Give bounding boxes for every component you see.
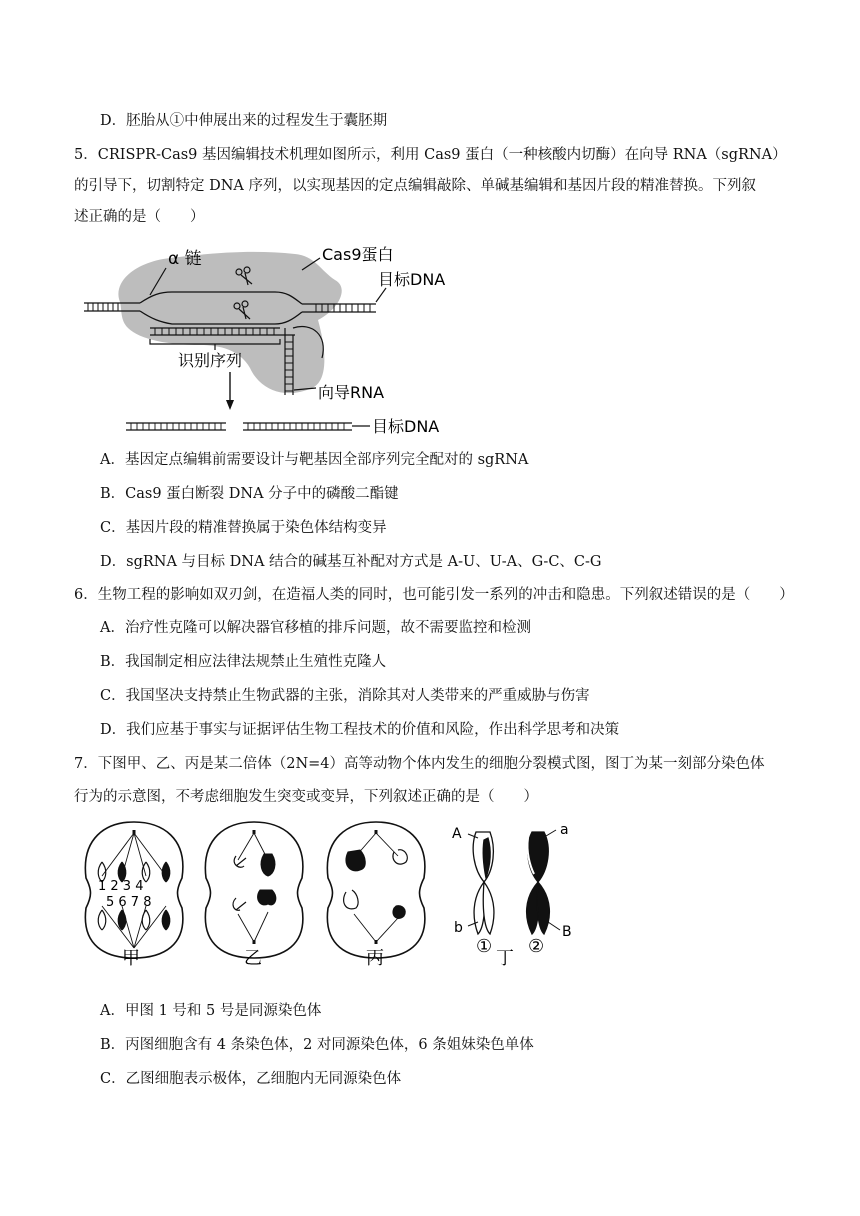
alpha-chain-label: α 链	[168, 249, 202, 269]
q5-stem-line-1: 5．CRISPR-Cas9 基因编辑技术机理如图所示，利用 Cas9 蛋白（一种核酸内切酶）在向导 RNA（sgRNA）	[74, 147, 787, 163]
label-ding: 丁	[496, 948, 514, 968]
q7-option-c: C．乙图细胞表示极体，乙细胞内无同源染色体	[100, 1071, 402, 1087]
q5-option-c: C．基因片段的精准替换属于染色体结构变异	[100, 520, 387, 536]
q4-option-d: D．胚胎从①中伸展出来的过程发生于囊胚期	[100, 113, 388, 129]
q5-option-a: A．基因定点编辑前需要设计与靶基因全部序列完全配对的 sgRNA	[100, 452, 529, 468]
q5-stem-line-3: 述正确的是（ ）	[74, 209, 205, 225]
q7-stem-line-2: 行为的示意图，不考虑细胞发生突变或变异，下列叙述正确的是（ ）	[74, 789, 538, 805]
label-jia: 甲	[122, 948, 140, 968]
q6-stem: 6．生物工程的影响如双刃剑，在造福人类的同时，也可能引发一系列的冲击和隐患。下列叙述错误的是（ ）	[74, 587, 794, 603]
cut-dna-pieces	[126, 423, 370, 430]
label-yi: 乙	[244, 948, 262, 968]
q5-option-b: B．Cas9 蛋白断裂 DNA 分子中的磷酸二酯键	[100, 486, 399, 502]
chromosome-2-label: ②	[528, 936, 545, 957]
target-dna-bottom-label: 目标DNA	[372, 417, 440, 436]
chromosome-1-label: ①	[476, 936, 493, 957]
q6-option-c: C．我国坚决支持禁止生物武器的主张，消除其对人类带来的严重威胁与伤害	[100, 688, 590, 704]
allele-A: A	[452, 826, 462, 842]
allele-b: b	[454, 920, 463, 936]
cell-division-figure	[76, 818, 596, 968]
guide-rna-label: 向导RNA	[318, 383, 385, 402]
cell-yi	[205, 822, 303, 958]
q6-option-a: A．治疗性克隆可以解决器官移植的排斥问题，故不需要监控和检测	[100, 620, 531, 636]
cas9-label: Cas9蛋白	[322, 245, 394, 264]
chromosome-pair	[468, 830, 560, 934]
arrow-head-icon	[226, 400, 234, 410]
q5-option-d: D．sgRNA 与目标 DNA 结合的碱基互补配对方式是 A-U、U-A、G-C、C-G	[100, 554, 602, 570]
jia-numbers-top: 1 2 3 4	[98, 879, 144, 894]
q7-option-a: A．甲图 1 号和 5 号是同源染色体	[100, 1003, 322, 1019]
target-dna-top-label: 目标DNA	[378, 270, 446, 289]
cell-bing	[327, 822, 425, 958]
target-dna-top-pointer	[376, 288, 386, 302]
q7-stem-line-1: 7．下图甲、乙、丙是某二倍体（2N=4）高等动物个体内发生的细胞分裂模式图，图丁为某一刻部分染色体	[74, 756, 765, 772]
allele-a: a	[560, 822, 569, 838]
jia-numbers-bottom: 5 6 7 8	[106, 895, 152, 910]
allele-B: B	[562, 924, 572, 940]
q6-option-b: B．我国制定相应法律法规禁止生殖性克隆人	[100, 654, 387, 670]
q5-stem-line-2: 的引导下，切割特定 DNA 序列，以实现基因的定点编辑敲除、单碱基编辑和基因片段的精准替换。下列叙	[74, 178, 756, 194]
q6-option-d: D．我们应基于事实与证据评估生物工程技术的价值和风险，作出科学思考和决策	[100, 722, 620, 738]
label-bing: 丙	[366, 948, 384, 968]
cas9-protein-shape	[118, 252, 341, 393]
q7-option-b: B．丙图细胞含有 4 条染色体，2 对同源染色体，6 条姐妹染色单体	[100, 1037, 534, 1053]
crispr-figure	[80, 240, 460, 440]
recognition-label: 识别序列	[178, 351, 243, 370]
